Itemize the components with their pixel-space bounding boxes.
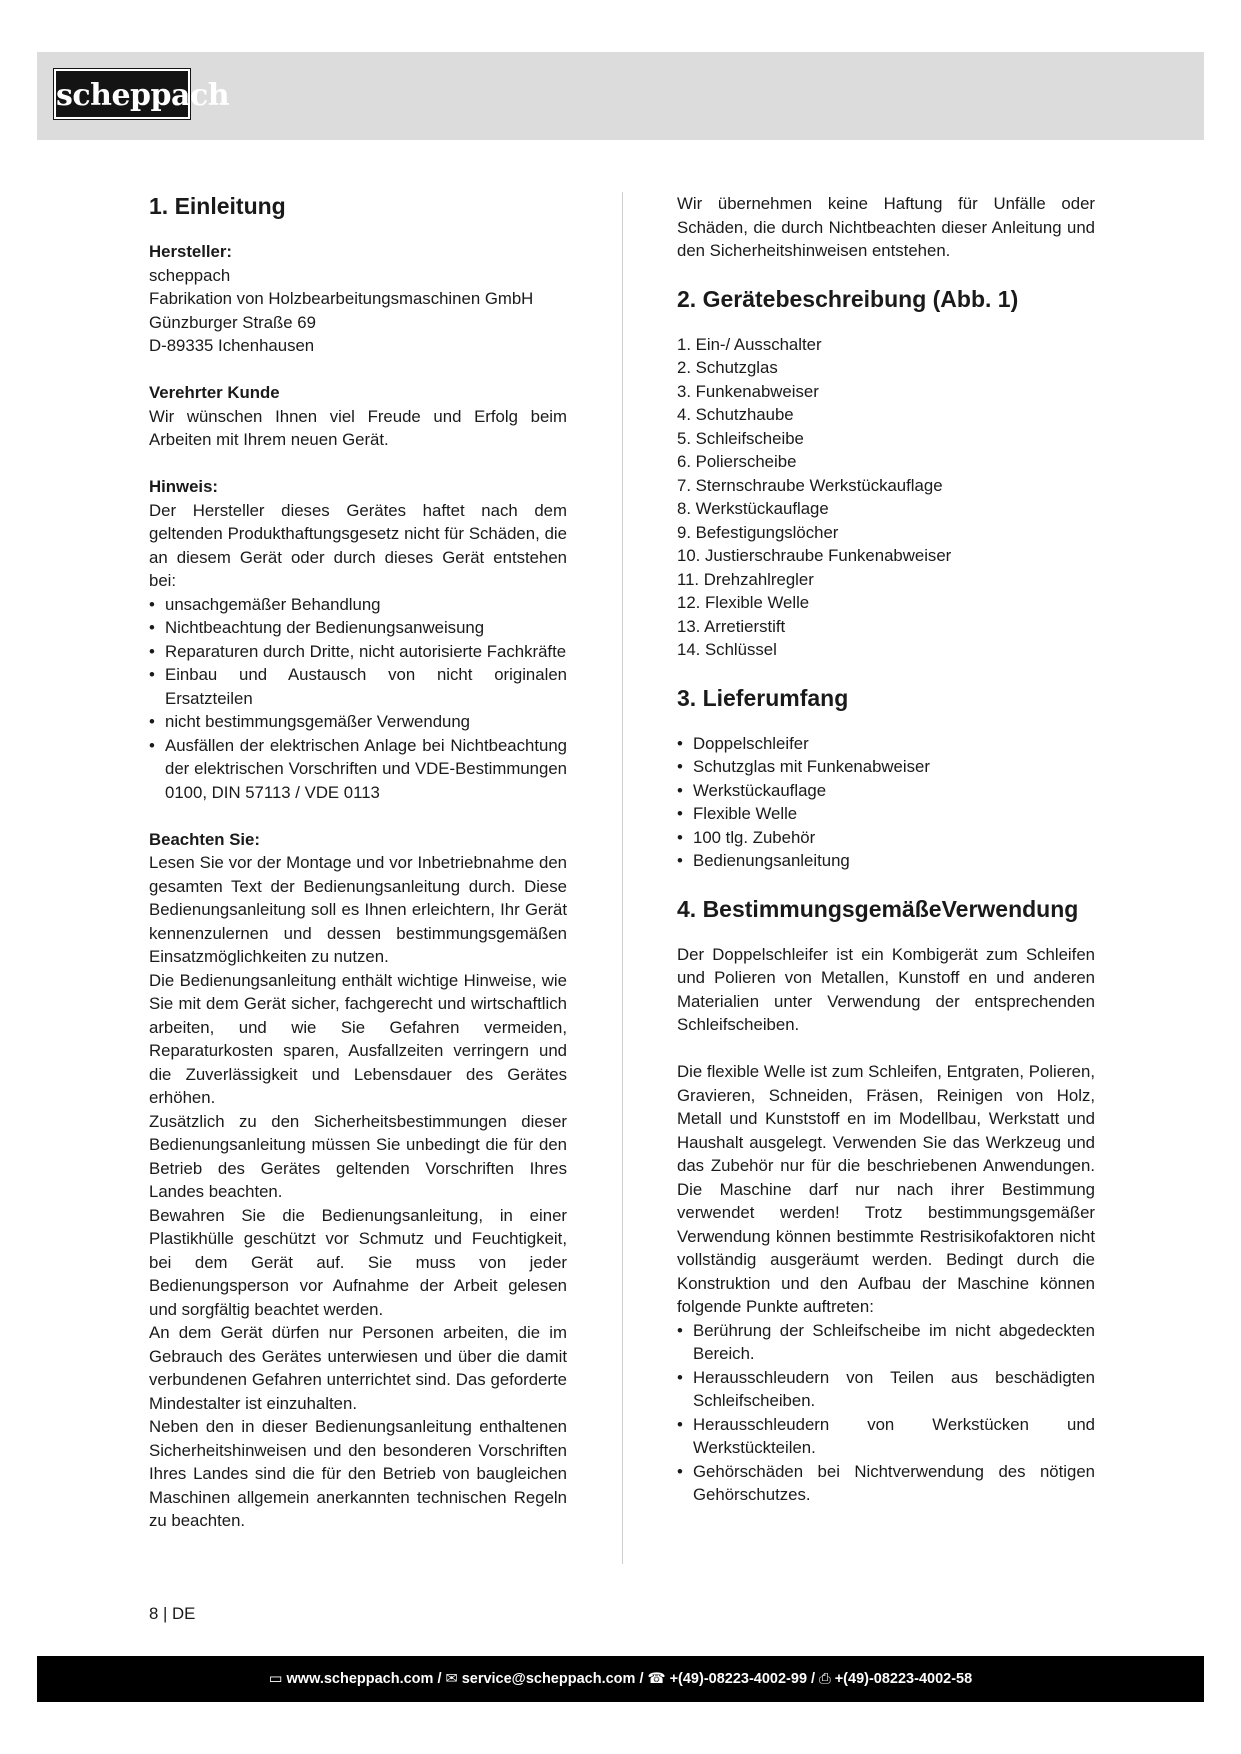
section-title-introduction: 1. Einleitung: [149, 193, 286, 219]
list-item: 6. Polierscheibe: [677, 452, 797, 471]
list-item: 8. Werkstückauflage: [677, 499, 829, 518]
list-item: • Ausfällen der elektrischen Anlage bei Nichtbeachtung der elektrischen Vorschriften und VDE-Bestimmungen 0100, DIN 57113 / VDE 0113: [149, 734, 567, 805]
manufacturer-line: Fabrikation von Holzbearbeitungsmaschinen GmbH: [149, 289, 534, 308]
monitor-icon: ▭: [268, 1671, 283, 1687]
right-column: [677, 192, 1095, 1507]
intended-use-paragraph: Der Doppelschleifer ist ein Kombigerät zum Schleifen und Polieren von Metallen, Kunstoff en und anderen Materialien unter Verwendung der entsprechenden Schleifscheiben.: [677, 944, 1095, 1034]
scheppach-logo: scheppach: [54, 69, 190, 119]
list-item: • Berührung der Schleifscheibe im nicht abgedeckten Bereich.: [677, 1319, 1095, 1366]
email-link[interactable]: service@scheppach.com /: [461, 1671, 644, 1687]
contact-footer: [37, 1656, 1204, 1702]
parts-list: [677, 333, 1095, 662]
delivery-list: [677, 732, 1095, 873]
list-item: 10. Justierschraube Funkenabweiser: [677, 546, 952, 565]
manufacturer-label: Hersteller:: [149, 242, 233, 261]
fax-icon: ⎙: [819, 1671, 831, 1687]
phone-icon: ☎: [647, 1671, 666, 1687]
attention-paragraph: Die Bedienungsanleitung enthält wichtige Hinweise, wie Sie mit dem Gerät sicher, fachgerecht und wirtschaftlich arbeiten, und wie Sie Gefahren vermeiden, Reparaturkosten sparen, Ausfallzeiten verringern und die Zuverlässigkeit und Lebensdauer des Gerätes erhöhen.: [149, 970, 567, 1107]
customer-label: Verehrter Kunde: [149, 383, 280, 402]
list-item: 5. Schleifscheibe: [677, 428, 804, 448]
attention-label: Beachten Sie:: [149, 829, 260, 849]
list-item: • Flexible Welle: [677, 802, 1095, 826]
list-item: 7. Sternschraube Werkstückauflage: [677, 475, 943, 495]
list-item: • Bedienungsanleitung: [677, 849, 1095, 873]
website-link[interactable]: www.scheppach.com /: [286, 1671, 442, 1687]
list-item: • Reparaturen durch Dritte, nicht autorisierte Fachkräfte: [149, 640, 567, 664]
list-item: • nicht bestimmungsgemäßer Verwendung: [149, 710, 567, 734]
list-item: 12. Flexible Welle: [677, 593, 810, 612]
manufacturer-line: Günzburger Straße 69: [149, 312, 316, 332]
attention-paragraph: An dem Gerät dürfen nur Personen arbeiten, die im Gebrauch des Gerätes unterwiesen und über die damit verbundenen Gefahren unterrichtet sind. Das geforderte Mindestalter ist einzuhalten.: [149, 1323, 567, 1413]
column-divider: [622, 192, 623, 1564]
attention-paragraph: Lesen Sie vor der Montage und vor Inbetriebnahme den gesamten Text der Bedienungsanleitung durch. Diese Bedienungsanleitung soll es Ihnen erleichtern, Ihr Gerät kennenzulernen und dessen bestimmungsgemäßen Einsatzmöglichkeiten zu nutzen.: [149, 853, 567, 966]
list-item: 4. Schutzhaube: [677, 405, 794, 424]
list-item: • Werkstückauflage: [677, 779, 1095, 803]
section-title-intended-use: 4. BestimmungsgemäßeVerwendung: [677, 895, 1079, 922]
list-item: • Doppelschleifer: [677, 732, 1095, 756]
list-item: 11. Drehzahlregler: [677, 569, 814, 589]
liability-text: Wir übernehmen keine Haftung für Unfälle oder Schäden, die durch Nichtbeachten dieser Anleitung und den Sicherheitshinweisen entstehen.: [677, 194, 1095, 260]
customer-text: Wir wünschen Ihnen viel Freude und Erfolg beim Arbeiten mit Ihrem neuen Gerät.: [149, 406, 567, 449]
list-item: • Schutzglas mit Funkenabweiser: [677, 755, 1095, 779]
phone-number: +(49)-08223-4002-99 /: [669, 1671, 816, 1687]
list-item: • unsachgemäßer Behandlung: [149, 593, 567, 617]
list-item: 13. Arretierstift: [677, 616, 786, 636]
note-label: Hinweis:: [149, 477, 219, 496]
list-item: • Einbau und Austausch von nicht originalen Ersatzteilen: [149, 663, 567, 710]
list-item: • Herausschleudern von Werkstücken und Werkstückteilen.: [677, 1413, 1095, 1460]
list-item: • 100 tlg. Zubehör: [677, 826, 1095, 850]
manufacturer-line: D-89335 Ichenhausen: [149, 336, 315, 355]
manufacturer-line: scheppach: [149, 265, 231, 285]
attention-paragraph: Bewahren Sie die Bedienungsanleitung, in einer Plastikhülle geschützt vor Schmutz und Feuchtigkeit, bei dem Gerät auf. Sie muss von jeder Bedienungsperson vor Aufnahme der Arbeit gelesen und sorgfältig beachtet werden.: [149, 1205, 567, 1319]
list-item: 9. Befestigungslöcher: [677, 522, 839, 542]
fax-number: +(49)-08223-4002-58: [834, 1671, 973, 1687]
section-title-delivery: 3. Lieferumfang: [677, 684, 849, 711]
risk-list: [677, 1319, 1095, 1507]
note-text: Der Hersteller dieses Gerätes haftet nach dem geltenden Produkthaftungsgesetz nicht für Schäden, die an diesem Gerät oder durch dieses Gerät entstehen bei:: [149, 500, 567, 590]
page-header: [37, 52, 1204, 140]
attention-paragraph: Zusätzlich zu den Sicherheitsbestimmungen dieser Bedienungsanleitung müssen Sie unbedingt die für den Betrieb des Gerätes geltenden Vorschriften Ihres Landes beachten.: [149, 1111, 567, 1201]
list-item: • Herausschleudern von Teilen aus beschädigten Schleifscheiben.: [677, 1366, 1095, 1413]
list-item: 1. Ein-/ Ausschalter: [677, 334, 822, 354]
list-item: 14. Schlüssel: [677, 640, 777, 659]
page-number: 8 | DE: [149, 1604, 196, 1623]
left-column: [149, 192, 567, 1533]
section-title-device-description: 2. Gerätebeschreibung (Abb. 1): [677, 285, 1019, 312]
list-item: • Gehörschäden bei Nichtverwendung des nötigen Gehörschutzes.: [677, 1460, 1095, 1507]
list-item: 3. Funkenabweiser: [677, 381, 819, 401]
attention-paragraph: Neben den in dieser Bedienungsanleitung enthaltenen Sicherheitshinweisen und den besonderen Vorschriften Ihres Landes sind die für den Betrieb von baugleichen Maschinen allgemein anerkannten technischen Regeln zu beachten.: [149, 1417, 567, 1530]
intended-use-paragraph: Die flexible Welle ist zum Schleifen, Entgraten, Polieren, Gravieren, Schneiden, Fräsen, Reinigen von Holz, Metall und Kunststoff en im Modellbau, Werkstatt und Haushalt ausgelegt. Verwenden Sie das Werkzeug und das Zubehör nur für die beschriebenen Anwendungen. Die Maschine darf nur nach ihrer Bestimmung verwendet werden! Trotz bestimmungsgemäßer Verwendung können bestimmte Restrisikofaktoren nicht vollständig ausgeräumt werden. Bedingt durch die Konstruktion und den Aufbau der Maschine können folgende Punkte auftreten:: [677, 1062, 1095, 1316]
note-bullet-list: [149, 593, 567, 805]
mail-icon: ✉: [445, 1671, 458, 1687]
list-item: 2. Schutzglas: [677, 358, 778, 377]
list-item: • Nichtbeachtung der Bedienungsanweisung: [149, 616, 567, 640]
